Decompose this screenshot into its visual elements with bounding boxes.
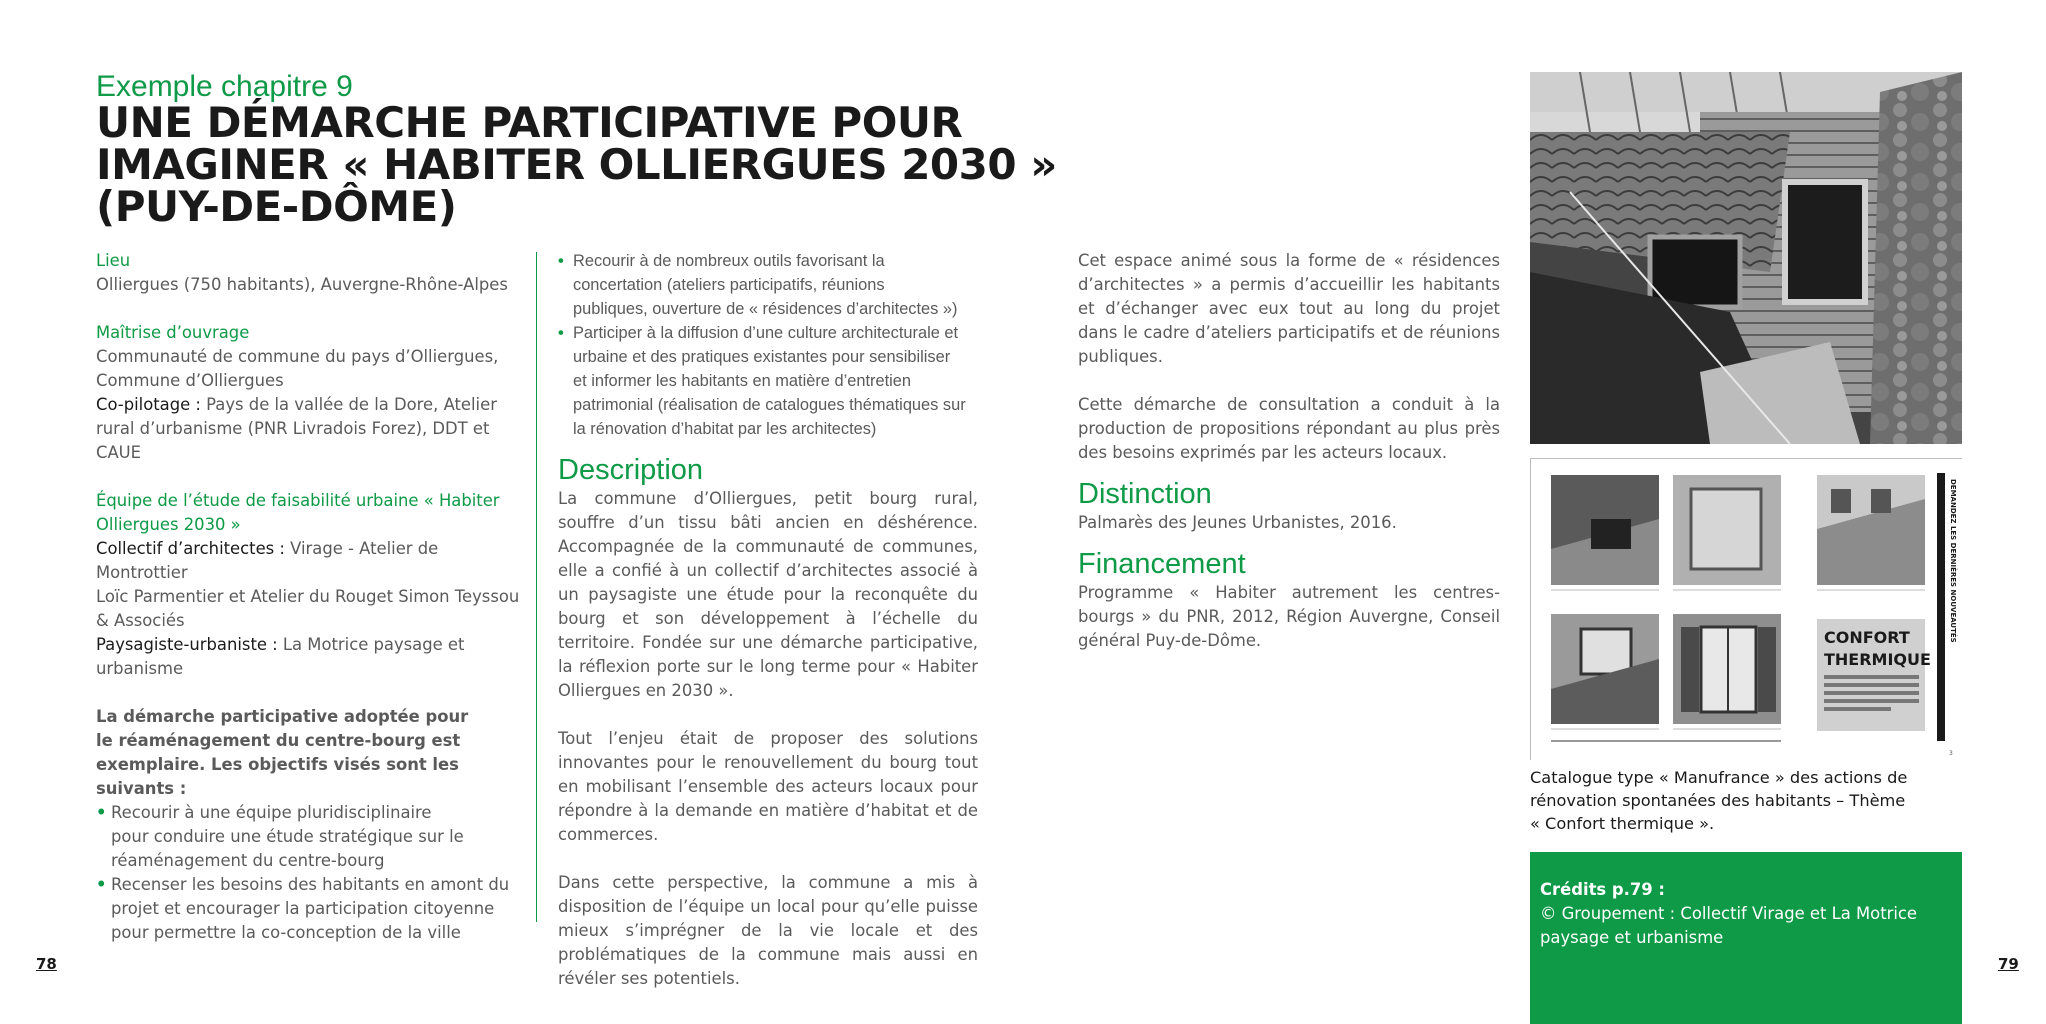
paysagiste-label: Paysagiste-urbaniste : <box>96 635 278 654</box>
collectif <box>96 537 526 585</box>
equipe-line-2: Olliergues 2030 » <box>96 515 241 534</box>
demarche-line-3: exemplaire. Les objectifs visés sont les <box>96 755 459 774</box>
paysagiste-line-2: urbanisme <box>96 659 184 678</box>
page-number-left: 78 <box>36 955 57 973</box>
column-middle <box>558 249 978 991</box>
collectif-line-3: & Associés <box>96 611 185 630</box>
maitrise-line-2: Commune d’Olliergues <box>96 371 284 390</box>
caption-line: « Confort thermique ». <box>1530 814 1715 833</box>
list-item <box>558 321 978 441</box>
financement-heading: Financement <box>1078 548 1246 580</box>
bullet-line: pour conduire une étude stratégique sur le <box>111 827 464 846</box>
bullet-line: projet et encourager la participation citoyenne <box>111 899 495 918</box>
bullet-line: réaménagement du centre-bourg <box>111 851 385 870</box>
equipe-line-1: Équipe de l’étude de faisabilité urbaine « Habiter <box>96 491 500 510</box>
description-paragraph-3: Dans cette perspective, la commune a mis à disposition de l’équipe un local pour qu’elle puisse mieux s’imprégner de la vie locale et des problématiques de la commune mais aussi en révéler ses potentiels. <box>558 873 978 988</box>
collectif-line-1: Virage - Atelier de Montrottier <box>96 539 439 582</box>
demarche-line-1: La démarche participative adoptée pour <box>96 707 469 726</box>
caption-line: Catalogue type « Manufrance » des actions de <box>1530 768 1908 787</box>
bullet-line: et informer les habitants en matière d’entretien <box>573 372 912 390</box>
maitrise-label: Maîtrise d’ouvrage <box>96 323 250 342</box>
column-left <box>96 249 526 945</box>
catalog-vertical-text: DEMANDEZ LES DERNIÈRES NOUVEAUTÉS <box>1949 479 1957 643</box>
column-divider <box>536 252 537 922</box>
lieu-text: Olliergues (750 habitants), Auvergne-Rhône-Alpes <box>96 275 508 294</box>
bullet-line: patrimonial (réalisation de catalogues thématiques sur <box>573 396 966 414</box>
lieu-label: Lieu <box>96 251 131 270</box>
bullet-line: • Participer à la diffusion d’une culture architecturale et <box>573 324 959 342</box>
description-paragraph-2: Tout l’enjeu était de proposer des solutions innovantes pour le renouvellement du bourg tout en mobilisant l’ensemble des acteurs locaux pour répondre à la demande en matière d’habitat et de commerces. <box>558 729 978 844</box>
confort-line-2: THERMIQUE <box>1824 650 1931 669</box>
confort-line-1: CONFORT <box>1824 628 1910 647</box>
list-item <box>96 801 526 873</box>
financement-text: Programme « Habiter autrement les centres-bourgs » du PNR, 2012, Région Auvergne, Conseil général Puy-de-Dôme. <box>1078 583 1500 650</box>
bullet-line: publiques, ouverture de « résidences d’architectes ») <box>573 300 958 318</box>
copilotage-line-1: Pays de la vallée de la Dore, Atelier <box>200 395 497 414</box>
catalog-page-number: 3 <box>1949 750 1953 757</box>
page-title <box>96 98 1076 231</box>
paragraph-2: Cette démarche de consultation a conduit à la production de propositions répondant au plus près des besoins exprimés par les acteurs locaux. <box>1078 395 1500 462</box>
collectif-label: Collectif d’architectes : <box>96 539 285 558</box>
building-photo-illustration <box>1530 72 1962 444</box>
title-line-2: IMAGINER « HABITER OLLIERGUES 2030 » <box>96 140 1057 189</box>
credits-line-1: © Groupement : Collectif Virage et La Motrice <box>1540 904 1918 923</box>
bullet-line: • Recenser les besoins des habitants en amont du <box>111 875 510 894</box>
bullet-line: • Recourir à de nombreux outils favorisant la <box>573 252 885 270</box>
title-line-3: (PUY-DE-DÔME) <box>96 182 457 231</box>
chapter-label: Exemple chapitre 9 <box>96 70 353 103</box>
list-item <box>96 873 526 945</box>
copilotage-label: Co-pilotage : <box>96 395 201 414</box>
paragraph-1: Cet espace animé sous la forme de « résidences d’architectes » a permis d’accueillir les habitants et d’échanger avec eux tout au long du projet dans le cadre d’ateliers participatifs et de réunions publiques. <box>1078 251 1500 366</box>
distinction-text: Palmarès des Jeunes Urbanistes, 2016. <box>1078 513 1397 532</box>
description-heading: Description <box>558 454 704 486</box>
title-line-1: UNE DÉMARCHE PARTICIPATIVE POUR <box>96 98 963 147</box>
bullet-line: la rénovation d’habitat par les architectes) <box>573 420 877 438</box>
distinction-heading: Distinction <box>1078 478 1212 510</box>
copilotage-line-3: CAUE <box>96 443 142 462</box>
catalog-image <box>1530 458 1962 760</box>
credits-title: Crédits p.79 : <box>1540 880 1665 899</box>
paysagiste-line-1: La Motrice paysage et <box>277 635 465 654</box>
paysagiste <box>96 633 526 657</box>
credits-box <box>1530 852 1962 1024</box>
description-paragraph-1: La commune d’Olliergues, petit bourg rural, souffre d’un tissu bâti ancien en déshérence. Accompagnée de la communauté de communes, elle a confié à un collectif d’architectes associé à un paysagiste une étude pour la reconquête du bourg et son développement à l’échelle du territoire. Fondée sur une démarche participative, la réflexion porte sur le long terme pour « Habiter Olliergues en 2030 ». <box>558 489 978 700</box>
demarche-line-2: le réaménagement du centre-bourg est <box>96 731 461 750</box>
objectives-list-continued <box>558 249 978 441</box>
maitrise-line-1: Communauté de commune du pays d’Olliergues, <box>96 347 499 366</box>
list-item <box>558 249 978 321</box>
column-right <box>1078 249 1500 653</box>
collectif-line-2: Loïc Parmentier et Atelier du Rouget Simon Teyssou <box>96 587 520 606</box>
catalog-illustration <box>1531 459 1963 761</box>
bullet-line: pour permettre la co-conception de la ville <box>111 923 461 942</box>
objectives-list <box>96 801 526 945</box>
bullet-line: urbaine et des pratiques existantes pour sensibiliser <box>573 348 951 366</box>
building-photo <box>1530 72 1962 444</box>
bullet-line: • Recourir à une équipe pluridisciplinaire <box>111 803 432 822</box>
page-number-right: 79 <box>1998 955 2019 973</box>
copilotage-line-2: rural d’urbanisme (PNR Livradois Forez), DDT et <box>96 419 490 438</box>
demarche-line-4: suivants : <box>96 779 187 798</box>
credits-line-2: paysage et urbanisme <box>1540 928 1724 947</box>
caption-line: rénovation spontanées des habitants – Thème <box>1530 791 1906 810</box>
catalog-caption <box>1530 766 1930 835</box>
copilotage <box>96 393 526 417</box>
bullet-line: concertation (ateliers participatifs, réunions <box>573 276 885 294</box>
